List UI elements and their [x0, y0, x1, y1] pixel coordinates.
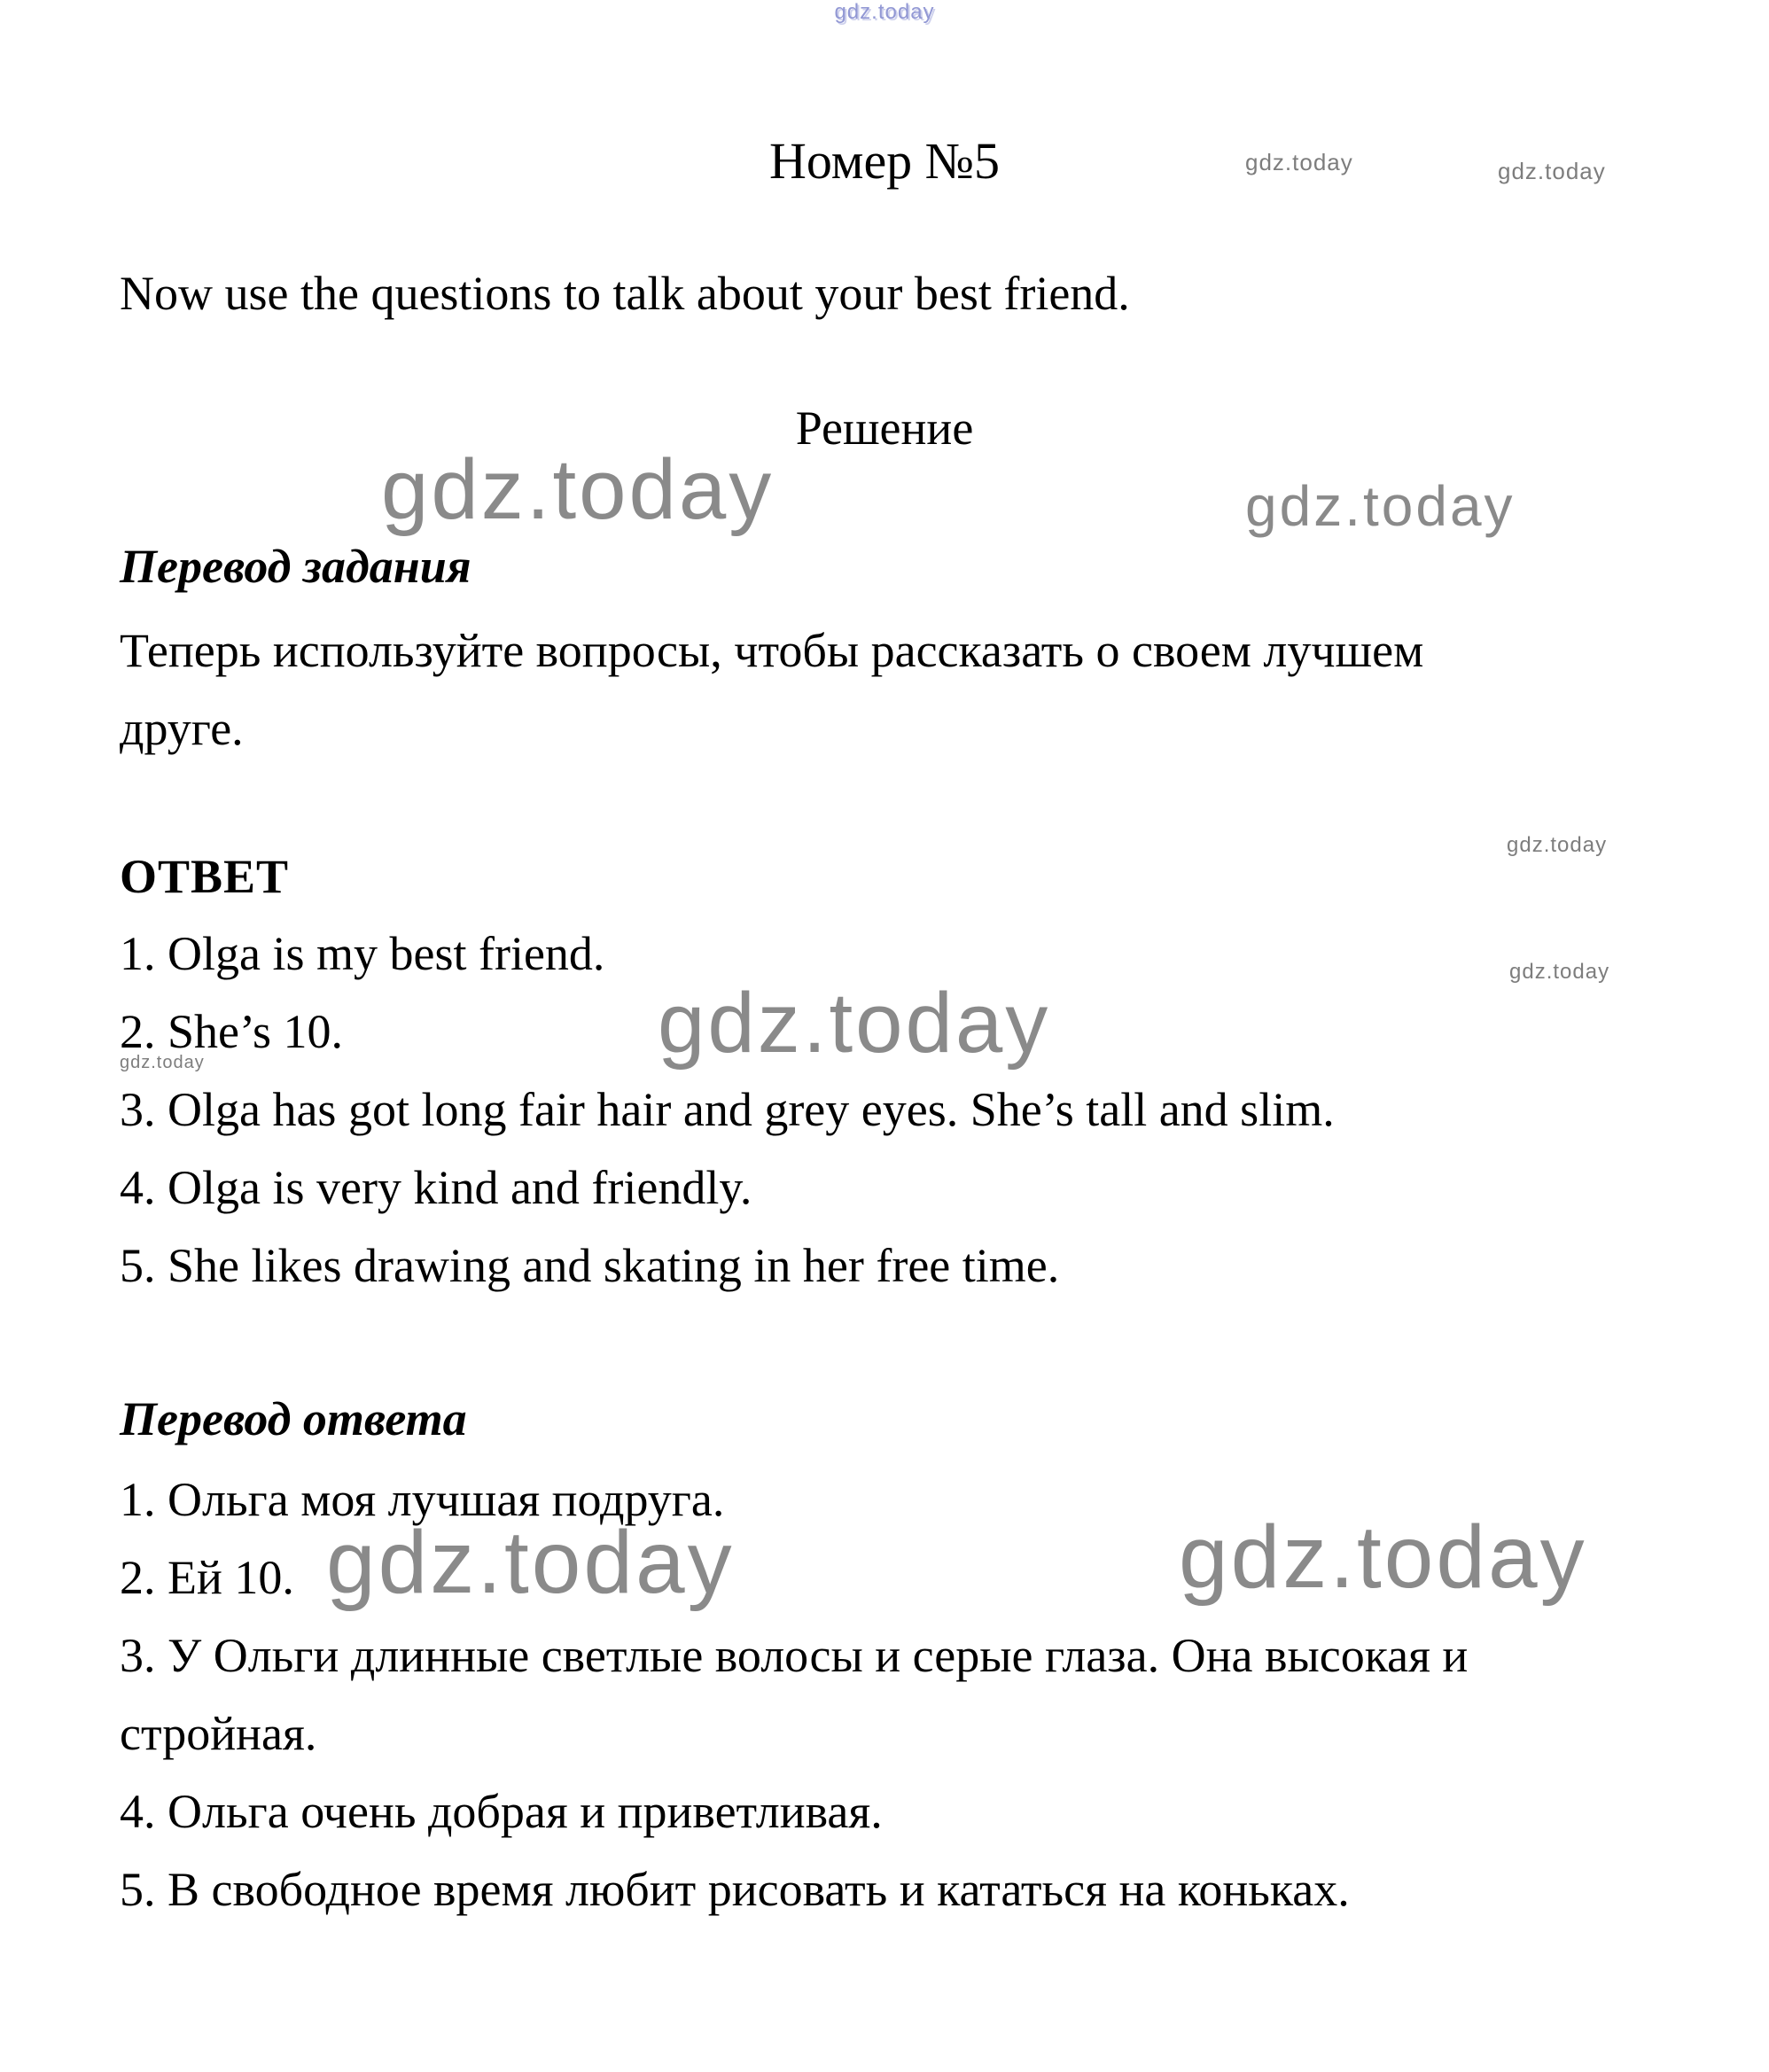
page-title: Номер №5	[768, 132, 1001, 190]
watermark-large-center: gdz.today	[658, 976, 1051, 1071]
watermark-large-right: gdz.today	[1245, 474, 1516, 538]
watermark-small-right-1: gdz.today	[1507, 833, 1608, 857]
answer-translation-item-1: 1. Ольга моя лучшая подруга.	[120, 1473, 725, 1526]
answer-translation-item-5: 5. В свободное время любит рисовать и кататься на коньках.	[120, 1863, 1350, 1916]
answer-item-2: 2. She’s 10.	[120, 1005, 344, 1058]
answer-translation-item-3: 3. У Ольги длинные светлые волосы и серые глаза. Она высокая и стройная.	[120, 1629, 1469, 1760]
watermark-near-title-1: gdz.today	[1245, 149, 1353, 175]
answer-translation-item-2: 2. Ей 10.	[120, 1551, 294, 1604]
watermark-small-left: gdz.today	[120, 1053, 205, 1072]
answer-item-3: 3. Olga has got long fair hair and grey eyes. She’s tall and slim.	[120, 1083, 1335, 1136]
watermark-large-bottom-left: gdz.today	[326, 1513, 735, 1612]
task-text-russian: Теперь используйте вопросы, чтобы рассказать о своем лучшем друге.	[120, 624, 1424, 755]
answer-item-4: 4. Olga is very kind and friendly.	[120, 1161, 752, 1214]
task-text-english: Now use the questions to talk about your best friend.	[120, 267, 1130, 320]
watermark-large-left: gdz.today	[381, 442, 775, 537]
answer-translation-heading: Перевод ответа	[120, 1392, 467, 1445]
answer-heading: ОТВЕТ	[120, 850, 290, 903]
answer-item-1: 1. Olga is my best friend.	[120, 927, 605, 980]
solution-heading: Решение	[795, 401, 974, 455]
answer-item-5: 5. She likes drawing and skating in her free time.	[120, 1239, 1060, 1292]
task-translation-heading: Перевод задания	[120, 540, 471, 593]
watermark-top: gdz.today	[834, 0, 935, 24]
answer-translation-list	[120, 1461, 1502, 1928]
answer-list	[120, 915, 1502, 1305]
watermark-near-title-2: gdz.today	[1498, 158, 1606, 184]
watermark-large-bottom-right: gdz.today	[1179, 1507, 1587, 1607]
watermark-small-right-2: gdz.today	[1509, 960, 1610, 984]
answer-translation-item-4: 4. Ольга очень добрая и приветливая.	[120, 1785, 883, 1838]
